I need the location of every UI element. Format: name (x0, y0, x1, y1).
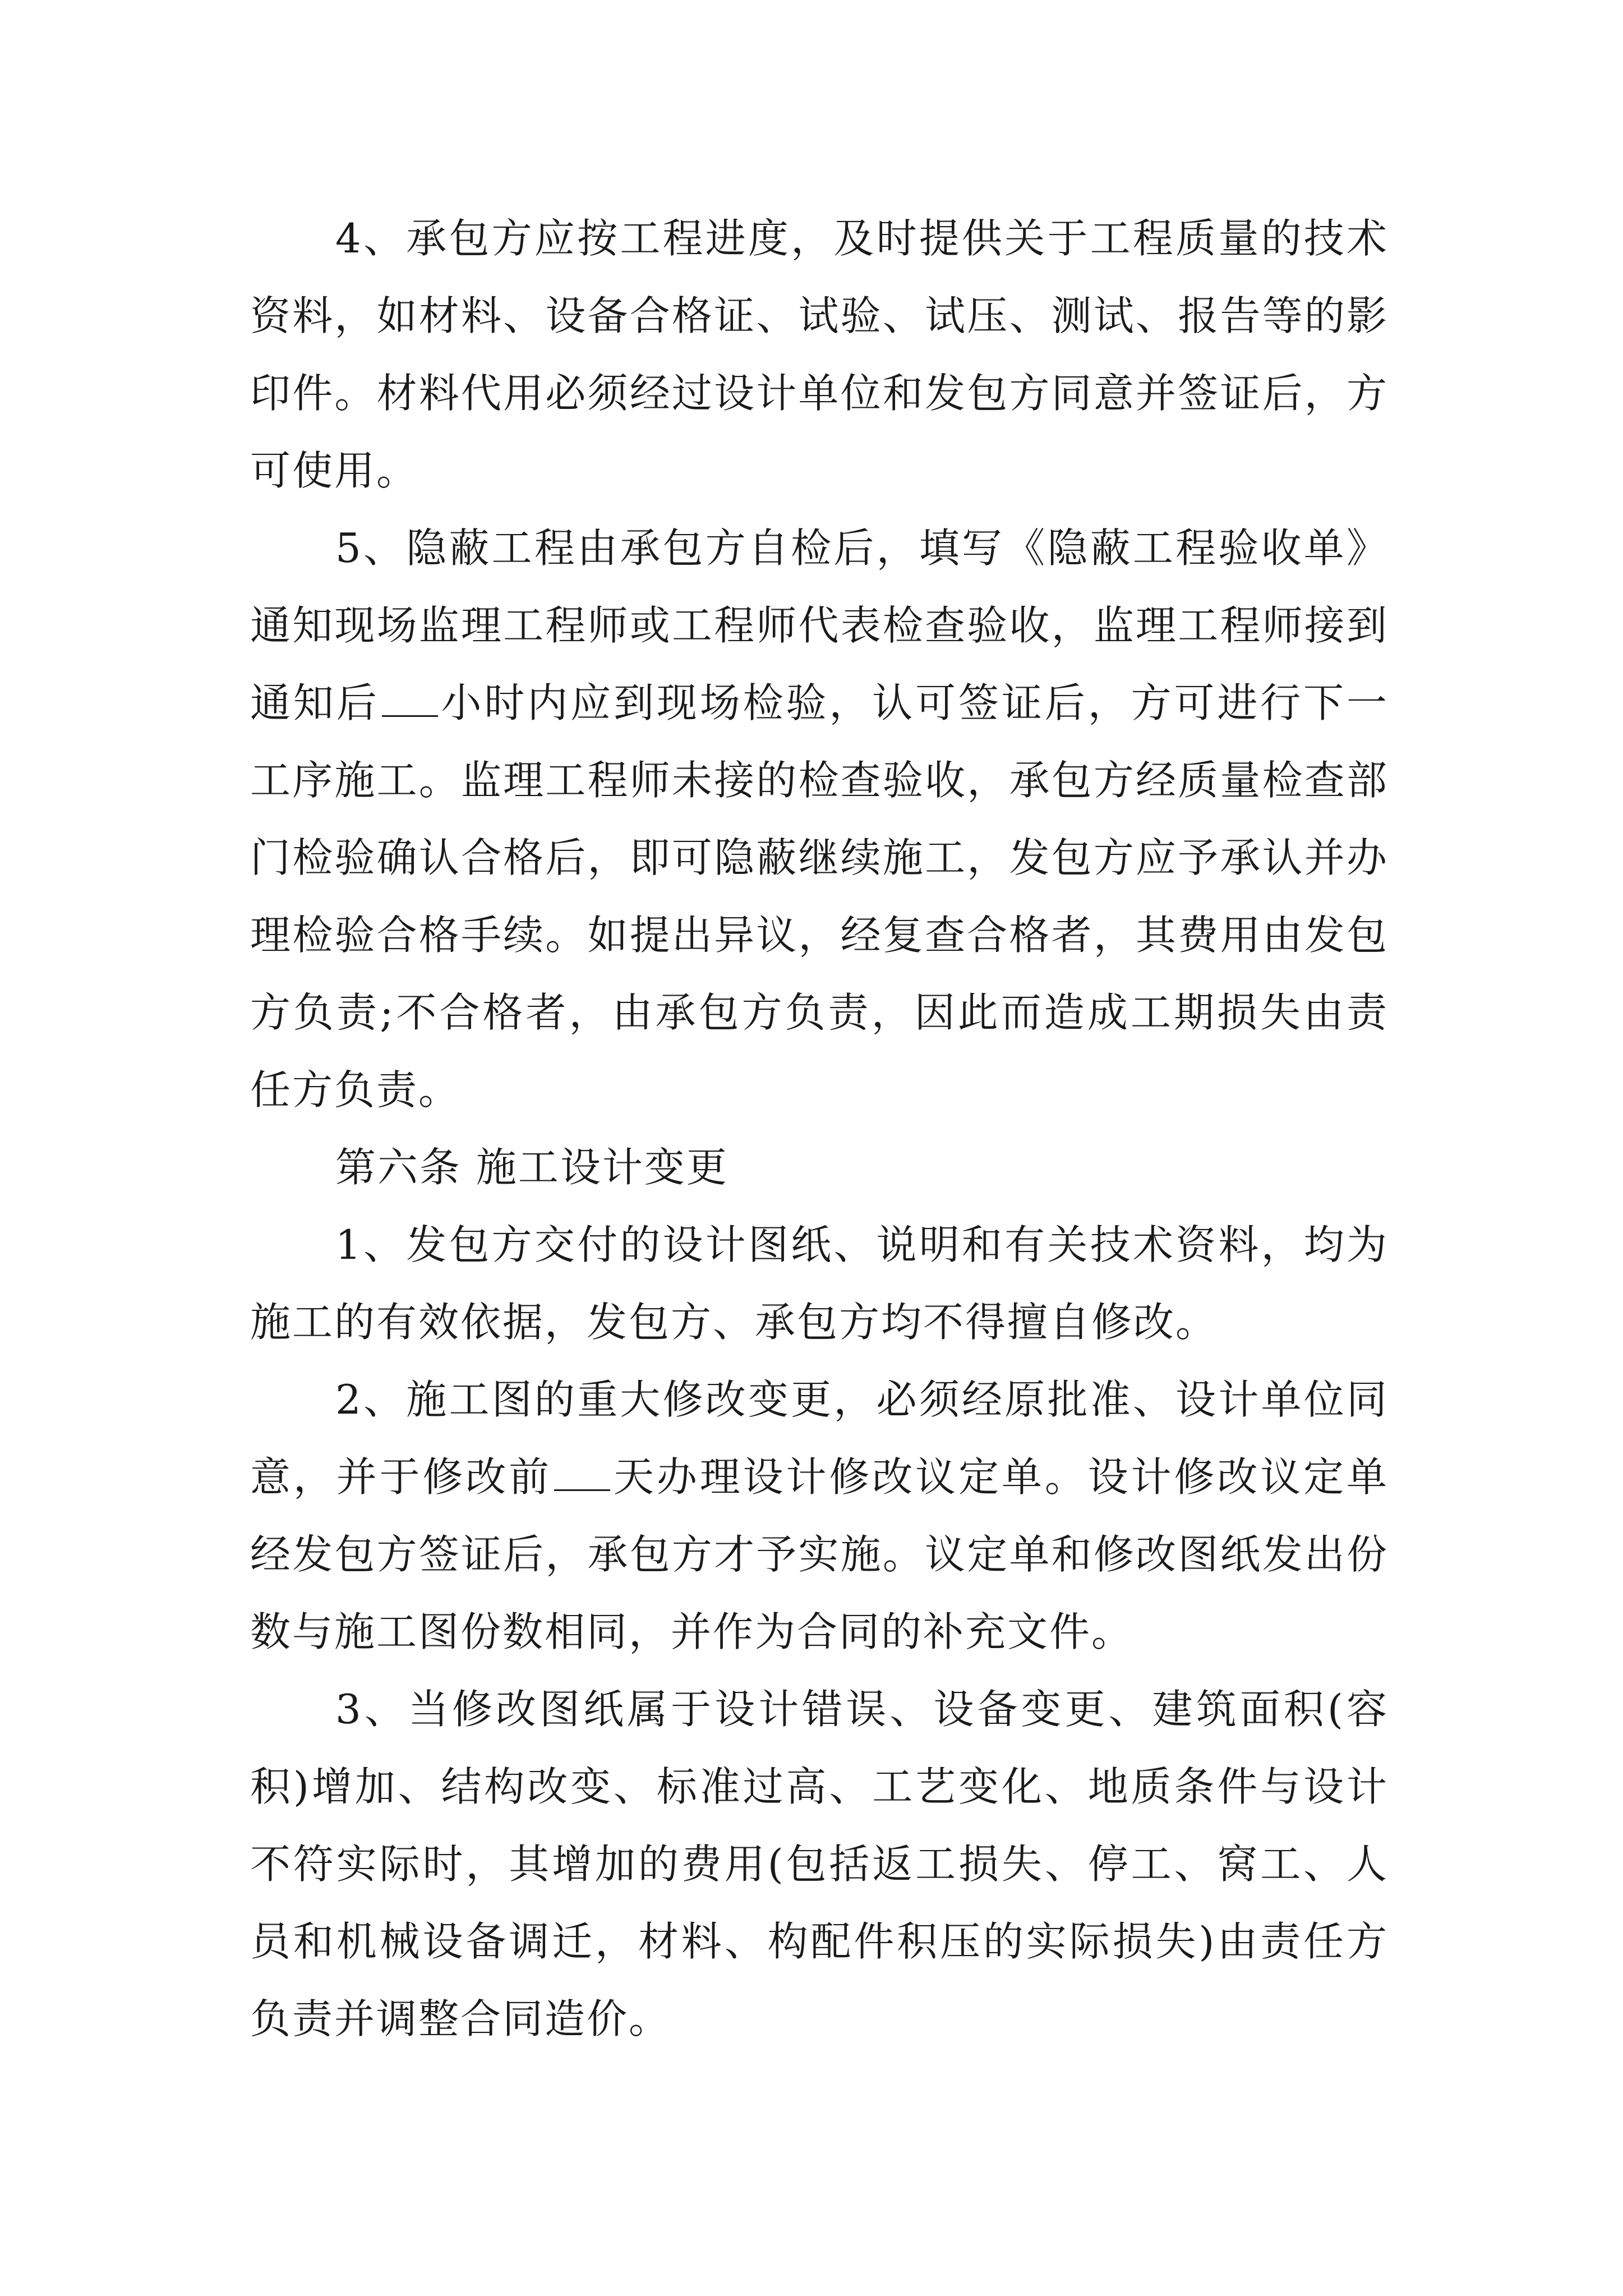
paragraph-text-part1: 5、隐蔽工程由承包方自检后，填写《隐蔽工程验收单》通知现场监理工程师或工程师代表检查验收，监理工程师接到通知后 (250, 524, 1389, 726)
paragraph-text-part1: 2、施工图的重大修改变更，必须经原批准、设计单位同意，并于修改前 (250, 1376, 1389, 1501)
paragraph-item-3 (250, 1671, 1389, 2058)
paragraph-text-part2: 天办理设计修改议定单。设计修改议定单经发包方签证后，承包方才予实施。议定单和修改图纸发出份数与施工图份数相同，并作为合同的补充文件。 (250, 1453, 1389, 1655)
paragraph-text: 3、当修改图纸属于设计错误、设备变更、建筑面积(容积)增加、结构改变、标准过高、工艺变化、地质条件与设计不符实际时，其增加的费用(包括返工损失、停工、窝工、人员和机械设备调迁，材料、构配件积压的实际损失)由责任方负责并调整合同造价。 (250, 1686, 1389, 2042)
paragraph-text: 1、发包方交付的设计图纸、说明和有关技术资料，均为施工的有效依据，发包方、承包方均不得擅自修改。 (250, 1221, 1389, 1346)
fill-in-blank (382, 680, 438, 717)
paragraph-item-5 (250, 509, 1389, 1129)
paragraph-item-4 (250, 200, 1389, 509)
paragraph-item-1 (250, 1206, 1389, 1361)
paragraph-item-2 (250, 1361, 1389, 1671)
document-body (250, 200, 1389, 2058)
fill-in-blank (554, 1455, 610, 1491)
paragraph-text-part2: 小时内应到现场检验，认可签证后，方可进行下一工序施工。监理工程师未接的检查验收，承包方经质量检查部门检验确认合格后，即可隐蔽继续施工，发包方应予承认并办理检验合格手续。如提出异议，经复查合格者，其费用由发包方负责;不合格者，由承包方负责，因此而造成工期损失由责任方负责。 (250, 679, 1389, 1114)
section-heading-article-6 (250, 1129, 1389, 1206)
paragraph-text: 4、承包方应按工程进度，及时提供关于工程质量的技术资料，如材料、设备合格证、试验、试压、测试、报告等的影印件。材料代用必须经过设计单位和发包方同意并签证后，方可使用。 (250, 215, 1389, 494)
heading-text: 第六条 施工设计变更 (335, 1144, 728, 1191)
